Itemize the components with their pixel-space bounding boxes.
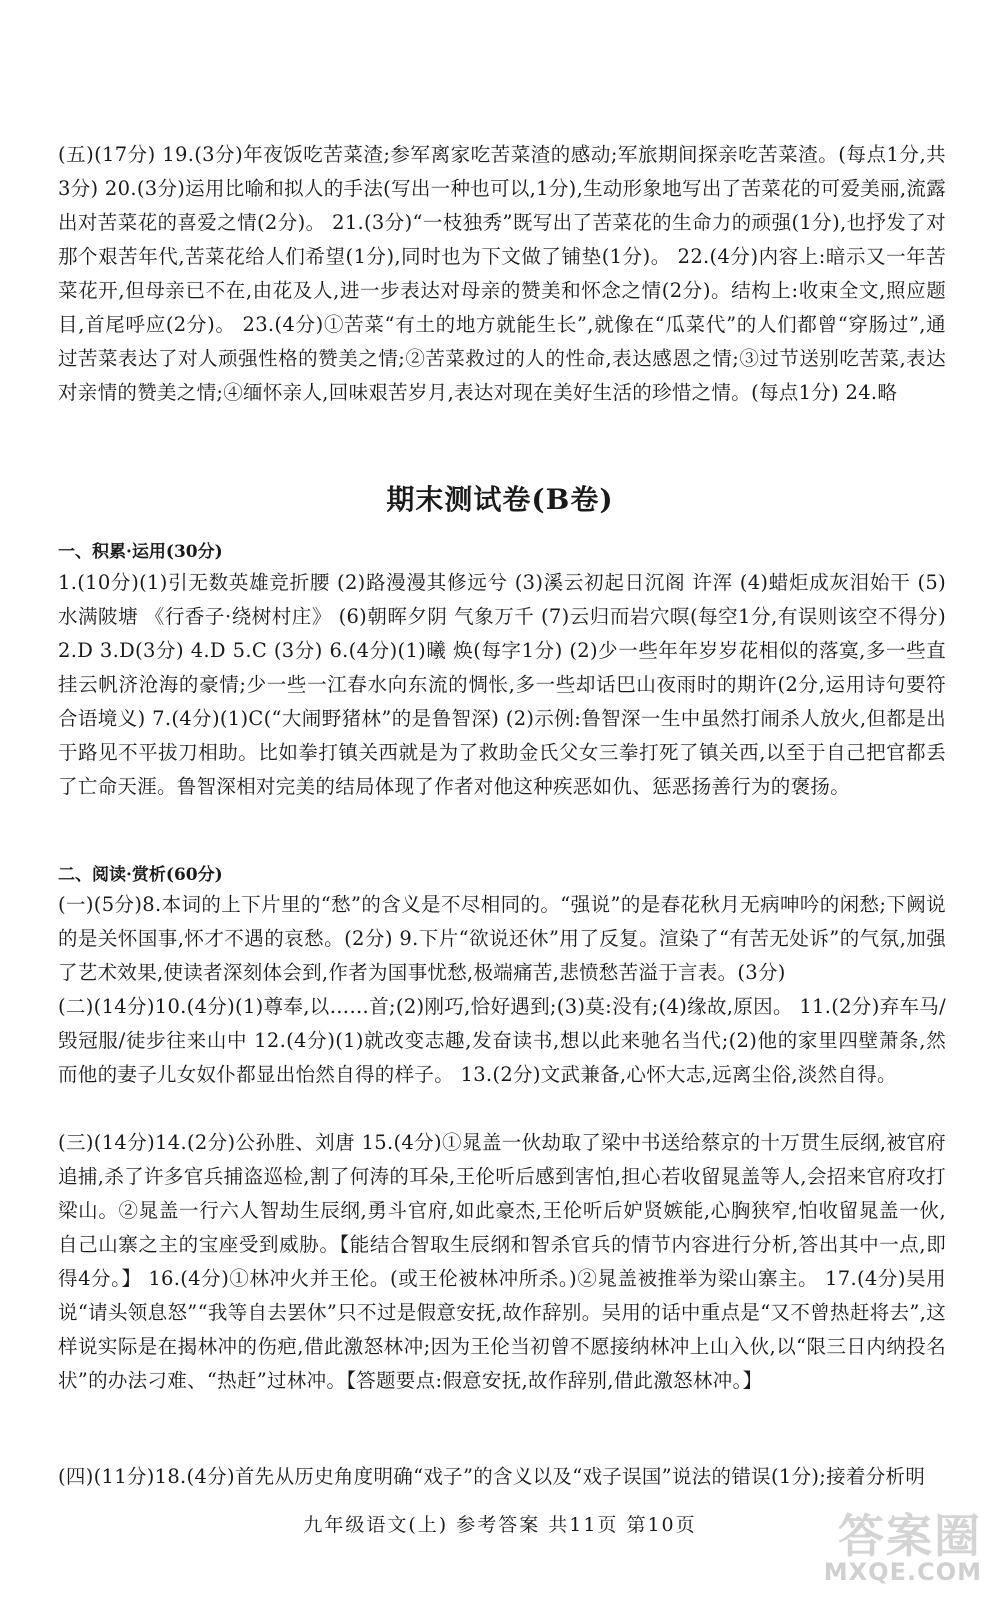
watermark-logo <box>823 1500 982 1590</box>
reading-part-2: (二)(14分)10.(4分)(1)尊奉,以……首;(2)刚巧,恰好遇到;(3)莫:没有;(4)缘故,原因。 11.(2分)弃车马/毁冠服/徒步往来山中 12.(4分)(1)就改变志趣,发奋读书,想以此来驰名当代;(2)他的家里四壁萧条,然而他的妻子儿女奴仆都显出怡然自得的样子。 13.(2分)文武兼备,心怀大志,远离尘俗,淡然自得。 <box>58 995 946 1086</box>
page-title: 期末测试卷(B卷) <box>386 483 614 516</box>
page-footer: 九年级语文(上) 参考答案 共11页 第10页 <box>303 1514 697 1536</box>
essay-answers-block: (五)(17分) 19.(3分)年夜饭吃苦菜渣;参军离家吃苦菜渣的感动;军旅期间探亲吃苦菜渣。(每点1分,共3分) 20.(3分)运用比喻和拟人的手法(写出一种也可以,1分),生动形象地写出了苦菜花的可爱美丽,流露出对苦菜花的喜爱之情(2分)。 21.(3分)“一枝独秀”既写出了苦菜花的生命力的顽强(1分),也抒发了对那个艰苦年代,苦菜花给人们希望(1分),同时也为下文做了铺垫(1分)。 22.(4分)内容上:暗示又一年苦菜花开,但母亲已不在,由花及人,进一步表达对母亲的赞美和怀念之情(2分)。结构上:收束全文,照应题目,首尾呼应(2分)。 23.(4分)①苦菜“有土的地方就能生长”,就像在“瓜菜代”的人们都曾“穿肠过”,通过苦菜表达了对人顽强性格的赞美之情;②苦菜救过的人的性命,表达感恩之情;③过节送别吃苦菜,表达对亲情的赞美之情;④缅怀亲人,回味艰苦岁月,表达对现在美好生活的珍惜之情。(每点1分) 24.略 <box>58 143 946 404</box>
reading-part-4: (四)(11分)18.(4分)首先从历史角度明确“戏子”的含义以及“戏子误国”说法的错误(1分);接着分析明 <box>58 1465 926 1488</box>
section-accumulation-text: 1.(10分)(1)引无数英雄竞折腰 (2)路漫漫其修远兮 (3)溪云初起日沉阁 许浑 (4)蜡炬成灰泪始干 (5)水满陂塘 《行香子·绕树村庄》 (6)朝晖夕阴 气象万千 (7)云归而岩穴暝(每空1分,有误则该空不得分) 2.D 3.D(3分) 4.D 5.C (3分) 6.(4分)(1)曦 焕(每字1分) (2)少一些年年岁岁花相似的落寞,多一些直挂云帆济沧海的豪情;少一些一江春水向东流的惆怅,多一些却话巴山夜雨时的期许(2分,运用诗句要符合语境义) 7.(4分)(1)C(“大闹野猪林”的是鲁智深) (2)示例:鲁智深一生中虽然打闹杀人放火,但都是出于路见不平拔刀相助。比如拳打镇关西就是为了救助金氏父女三拳打死了镇关西,以至于自己把官都丢了亡命天涯。鲁智深相对完美的结局体现了作者对他这种疾恶如仇、惩恶扬善行为的褒扬。 <box>58 571 946 798</box>
watermark-url: MXQE.COM <box>823 1558 982 1586</box>
reading-part-1: (一)(5分)8.本词的上下片里的“愁”的含义是不尽相同的。“强说”的是春花秋月无病呻吟的闲愁;下阙说的是关怀国事,怀才不遇的哀愁。(2分) 9.下片“欲说还休”用了反复。渲染了“有苦无处诉”的气氛,加强了艺术效果,使读者深刻体会到,作者为国事忧愁,极端痛苦,悲愤愁苦溢于言表。(3分) <box>58 893 946 984</box>
section-heading-accumulation: 一、积累·运用(30分) <box>58 542 223 562</box>
section-heading-reading: 二、阅读·赏析(60分) <box>58 865 223 885</box>
watermark-logo-text: 答案圈 <box>838 1509 982 1563</box>
reading-part-3: (三)(14分)14.(2分)公孙胜、刘唐 15.(4分)①晁盖一伙劫取了梁中书送给蔡京的十万贯生辰纲,被官府追捕,杀了许多官兵捕盗巡检,割了何涛的耳朵,王伦听后感到害怕,担心若收留晁盖等人,会招来官府攻打梁山。②晁盖一行六人智劫生辰纲,勇斗官府,如此豪杰,王伦听后妒贤嫉能,心胸狭窄,怕收留晁盖一伙,自己山寨之主的宝座受到威胁。【能结合智取生辰纲和智杀官兵的情节内容进行分析,答出其中一点,即得4分。】 16.(4分)①林冲火并王伦。(或王伦被林冲所杀。)②晁盖被推举为梁山寨主。 17.(4分)吴用说“请头领息怒”“我等自去罢休”只不过是假意安抚,故作辞别。吴用的话中重点是“又不曾热赶将去”,这样说实际是在揭林冲的伤疤,借此激怒林冲;因为王伦当初曾不愿接纳林冲上山入伙,以“限三日内纳投名状”的办法刁难、“热赶”过林冲。【答题要点:假意安抚,故作辞别,借此激怒林冲。】 <box>58 1131 946 1392</box>
